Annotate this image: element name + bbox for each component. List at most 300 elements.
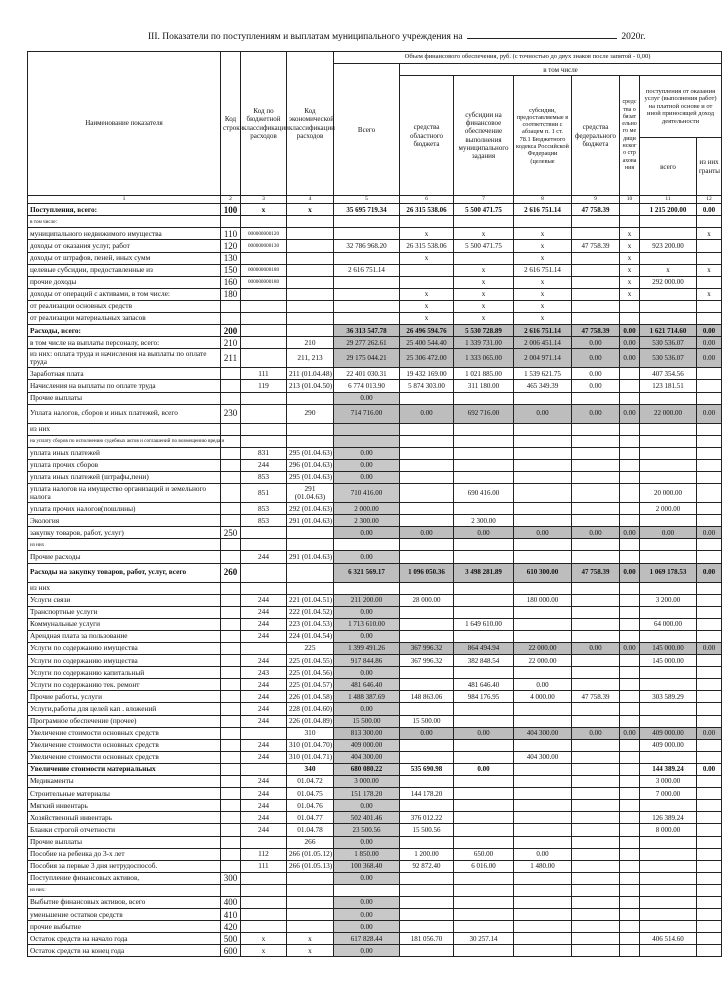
row-federal bbox=[572, 515, 620, 527]
row-name: Уплата налогов, сборов и иных платежей, всего bbox=[28, 404, 221, 423]
row-code bbox=[221, 776, 241, 788]
row-name: от реализации основных средств bbox=[28, 300, 221, 312]
row-federal bbox=[572, 392, 620, 404]
row-budget-code bbox=[241, 527, 287, 539]
row-paid-total bbox=[640, 216, 697, 228]
row-paid-total bbox=[640, 945, 697, 957]
col-header-grants: из них гранты bbox=[697, 138, 722, 196]
row-regional bbox=[400, 921, 454, 933]
row-name: в том числе на выплаты персоналу, всего: bbox=[28, 337, 221, 349]
row-federal bbox=[572, 313, 620, 325]
row-federal: 0.00 bbox=[572, 368, 620, 380]
row-regional bbox=[400, 435, 454, 447]
row-name: целевые субсидии, предоставленные из bbox=[28, 264, 221, 276]
row-code bbox=[221, 655, 241, 667]
row-total: 481 646.40 bbox=[334, 679, 400, 691]
row-target-subsidy bbox=[514, 582, 572, 594]
row-grants bbox=[697, 606, 722, 618]
row-paid-total bbox=[640, 896, 697, 908]
row-federal bbox=[572, 945, 620, 957]
row-code bbox=[221, 727, 241, 739]
row-regional: 15 500.00 bbox=[400, 715, 454, 727]
row-econ-code: x bbox=[287, 945, 334, 957]
row-target-subsidy bbox=[514, 216, 572, 228]
row-total: 917 844.86 bbox=[334, 655, 400, 667]
row-paid-total bbox=[640, 606, 697, 618]
row-grants bbox=[697, 812, 722, 824]
row-total: 100 368.40 bbox=[334, 860, 400, 872]
column-number: 1 bbox=[28, 196, 221, 204]
row-name: из них bbox=[28, 582, 221, 594]
row-code bbox=[221, 848, 241, 860]
row-econ-code: 290 bbox=[287, 404, 334, 423]
row-oms bbox=[620, 380, 640, 392]
row-code bbox=[221, 836, 241, 848]
column-number: 6 bbox=[400, 196, 454, 204]
row-subsidy-task: 2 300.00 bbox=[454, 515, 514, 527]
table-row bbox=[28, 325, 722, 337]
row-econ-code: 266 (01.05.13) bbox=[287, 860, 334, 872]
row-total: 0.00 bbox=[334, 703, 400, 715]
row-target-subsidy bbox=[514, 776, 572, 788]
row-budget-code bbox=[241, 563, 287, 582]
row-target-subsidy: 610 300.00 bbox=[514, 563, 572, 582]
row-name: Пособие на ребенка до 3-х лет bbox=[28, 848, 221, 860]
row-code bbox=[221, 618, 241, 630]
row-federal bbox=[572, 824, 620, 836]
row-oms bbox=[620, 459, 640, 471]
row-budget-code bbox=[241, 313, 287, 325]
row-paid-total bbox=[640, 288, 697, 300]
row-oms: 0.00 bbox=[620, 727, 640, 739]
row-federal bbox=[572, 435, 620, 447]
row-grants bbox=[697, 594, 722, 606]
row-subsidy-task bbox=[454, 471, 514, 483]
row-regional: x bbox=[400, 300, 454, 312]
row-grants bbox=[697, 515, 722, 527]
table-row bbox=[28, 860, 722, 872]
row-budget-code: 244 bbox=[241, 679, 287, 691]
row-target-subsidy bbox=[514, 471, 572, 483]
table-row bbox=[28, 551, 722, 563]
row-subsidy-task bbox=[454, 703, 514, 715]
row-budget-code: 119 bbox=[241, 380, 287, 392]
row-grants bbox=[697, 380, 722, 392]
row-regional: 25 400 544.40 bbox=[400, 337, 454, 349]
row-oms: 0.00 bbox=[620, 325, 640, 337]
row-subsidy-task bbox=[454, 788, 514, 800]
row-regional bbox=[400, 264, 454, 276]
row-budget-code bbox=[241, 392, 287, 404]
row-federal bbox=[572, 763, 620, 775]
row-target-subsidy bbox=[514, 606, 572, 618]
row-paid-total: 7 000.00 bbox=[640, 788, 697, 800]
row-budget-code: 244 bbox=[241, 788, 287, 800]
row-federal: 0.00 bbox=[572, 643, 620, 655]
row-total bbox=[334, 435, 400, 447]
row-oms: x bbox=[620, 240, 640, 252]
row-code bbox=[221, 459, 241, 471]
row-code bbox=[221, 300, 241, 312]
row-code: 420 bbox=[221, 921, 241, 933]
row-budget-code: 244 bbox=[241, 824, 287, 836]
row-grants bbox=[697, 739, 722, 751]
row-regional bbox=[400, 618, 454, 630]
row-federal bbox=[572, 679, 620, 691]
row-grants bbox=[697, 423, 722, 435]
column-number: 5 bbox=[334, 196, 400, 204]
row-target-subsidy: 404 300.00 bbox=[514, 751, 572, 763]
row-code: 211 bbox=[221, 349, 241, 368]
row-budget-code: 244 bbox=[241, 812, 287, 824]
row-regional bbox=[400, 776, 454, 788]
row-oms bbox=[620, 860, 640, 872]
table-row bbox=[28, 896, 722, 908]
row-regional: 0.00 bbox=[400, 404, 454, 423]
row-grants bbox=[697, 551, 722, 563]
row-grants bbox=[697, 751, 722, 763]
row-budget-code: 244 bbox=[241, 776, 287, 788]
row-code bbox=[221, 630, 241, 642]
row-total: 0.00 bbox=[334, 551, 400, 563]
table-row bbox=[28, 515, 722, 527]
section-title bbox=[148, 32, 646, 42]
row-grants bbox=[697, 582, 722, 594]
row-federal bbox=[572, 848, 620, 860]
row-federal bbox=[572, 459, 620, 471]
row-regional bbox=[400, 423, 454, 435]
row-oms bbox=[620, 763, 640, 775]
row-paid-total: 303 589.29 bbox=[640, 691, 697, 703]
row-regional: x bbox=[400, 288, 454, 300]
row-regional bbox=[400, 739, 454, 751]
row-name: Програмное обеспечение (прочее) bbox=[28, 715, 221, 727]
row-regional: 181 056.70 bbox=[400, 933, 454, 945]
row-name: Коммунальные услуги bbox=[28, 618, 221, 630]
table-row bbox=[28, 264, 722, 276]
row-subsidy-task: 6 016.00 bbox=[454, 860, 514, 872]
row-regional bbox=[400, 606, 454, 618]
row-total bbox=[334, 252, 400, 264]
row-regional: 25 306 472.00 bbox=[400, 349, 454, 368]
row-budget-code: 000000000120 bbox=[241, 228, 287, 240]
table-row bbox=[28, 313, 722, 325]
row-total: 29 175 044.21 bbox=[334, 349, 400, 368]
row-grants bbox=[697, 667, 722, 679]
row-target-subsidy: 0.00 bbox=[514, 527, 572, 539]
row-regional bbox=[400, 515, 454, 527]
row-subsidy-task: 864 494.94 bbox=[454, 643, 514, 655]
table-row bbox=[28, 836, 722, 848]
row-federal bbox=[572, 288, 620, 300]
row-subsidy-task: x bbox=[454, 264, 514, 276]
row-code bbox=[221, 216, 241, 228]
row-name: от реализации материальных запасов bbox=[28, 313, 221, 325]
row-paid-total bbox=[640, 551, 697, 563]
row-target-subsidy: 2 006 451.14 bbox=[514, 337, 572, 349]
row-name: уменьшение остатков средств bbox=[28, 909, 221, 921]
row-regional bbox=[400, 471, 454, 483]
row-paid-total bbox=[640, 909, 697, 921]
row-regional: 26 496 594.76 bbox=[400, 325, 454, 337]
row-subsidy-task: x bbox=[454, 276, 514, 288]
row-budget-code bbox=[241, 872, 287, 884]
row-grants bbox=[697, 276, 722, 288]
row-subsidy-task: 984 176.95 bbox=[454, 691, 514, 703]
row-name: муниципального недвижимого имущества bbox=[28, 228, 221, 240]
table-row bbox=[28, 300, 722, 312]
row-name: Транспортные услуги bbox=[28, 606, 221, 618]
row-total: 211 200.00 bbox=[334, 594, 400, 606]
row-target-subsidy bbox=[514, 423, 572, 435]
row-regional: x bbox=[400, 252, 454, 264]
row-regional bbox=[400, 896, 454, 908]
row-target-subsidy: 404 300.00 bbox=[514, 727, 572, 739]
row-grants bbox=[697, 896, 722, 908]
table-row bbox=[28, 459, 722, 471]
row-budget-code: 244 bbox=[241, 703, 287, 715]
row-target-subsidy bbox=[514, 896, 572, 908]
row-target-subsidy bbox=[514, 551, 572, 563]
row-econ-code: 01.04.77 bbox=[287, 812, 334, 824]
row-budget-code: x bbox=[241, 204, 287, 216]
row-budget-code: 000000000180 bbox=[241, 264, 287, 276]
row-oms: 0.00 bbox=[620, 527, 640, 539]
row-grants bbox=[697, 484, 722, 503]
col-header-subsidy-task: субсидии на финансовое обеспечение выполнения муниципального задания bbox=[454, 76, 514, 196]
column-number: 2 bbox=[221, 196, 241, 204]
table-row bbox=[28, 933, 722, 945]
col-header-regional: средства областного бюджета bbox=[400, 76, 454, 196]
row-name: уплата иных платежей (штрафы,пени) bbox=[28, 471, 221, 483]
row-budget-code: 244 bbox=[241, 594, 287, 606]
row-total: 617 828.44 bbox=[334, 933, 400, 945]
row-oms bbox=[620, 216, 640, 228]
table-row bbox=[28, 848, 722, 860]
row-grants: 0.00 bbox=[697, 349, 722, 368]
row-grants bbox=[697, 788, 722, 800]
row-subsidy-task: 1 339 731.00 bbox=[454, 337, 514, 349]
row-regional: 28 000.00 bbox=[400, 594, 454, 606]
row-oms bbox=[620, 788, 640, 800]
row-paid-total bbox=[640, 435, 697, 447]
row-budget-code bbox=[241, 884, 287, 896]
row-total: 502 401.46 bbox=[334, 812, 400, 824]
row-econ-code: 224 (01.04.54) bbox=[287, 630, 334, 642]
row-oms bbox=[620, 630, 640, 642]
row-grants bbox=[697, 836, 722, 848]
row-federal: 47 758.39 bbox=[572, 563, 620, 582]
row-target-subsidy bbox=[514, 788, 572, 800]
row-total: 0.00 bbox=[334, 872, 400, 884]
row-name: Начисления на выплаты по оплате труда bbox=[28, 380, 221, 392]
row-name: Увеличение стоимости основных средств bbox=[28, 751, 221, 763]
row-code bbox=[221, 515, 241, 527]
row-total: 813 300.00 bbox=[334, 727, 400, 739]
row-name: Прочие расходы bbox=[28, 551, 221, 563]
row-oms bbox=[620, 667, 640, 679]
row-budget-code bbox=[241, 252, 287, 264]
col-header-including: в том числе bbox=[400, 64, 722, 76]
row-grants bbox=[697, 921, 722, 933]
row-paid-total bbox=[640, 715, 697, 727]
row-oms bbox=[620, 435, 640, 447]
col-header-econ-code: Код экономической классификации расходов bbox=[287, 52, 334, 196]
row-paid-total: 407 354.56 bbox=[640, 368, 697, 380]
row-code: 100 bbox=[221, 204, 241, 216]
row-oms bbox=[620, 703, 640, 715]
row-grants bbox=[697, 435, 722, 447]
row-paid-total bbox=[640, 447, 697, 459]
row-name: Остаток средств на конец года bbox=[28, 945, 221, 957]
row-oms bbox=[620, 884, 640, 896]
table-row bbox=[28, 824, 722, 836]
row-target-subsidy: x bbox=[514, 313, 572, 325]
row-total: 0.00 bbox=[334, 896, 400, 908]
row-paid-total bbox=[640, 392, 697, 404]
row-name: Поступления, всего: bbox=[28, 204, 221, 216]
row-name: Расходы на закупку товаров, работ, услуг, всего bbox=[28, 563, 221, 582]
row-oms bbox=[620, 594, 640, 606]
row-target-subsidy: 22 000.00 bbox=[514, 655, 572, 667]
indicators-table bbox=[27, 51, 722, 957]
row-total: 0.00 bbox=[334, 909, 400, 921]
row-total bbox=[334, 300, 400, 312]
row-budget-code bbox=[241, 404, 287, 423]
row-code: 300 bbox=[221, 872, 241, 884]
row-budget-code: 851 bbox=[241, 484, 287, 503]
row-econ-code bbox=[287, 921, 334, 933]
row-subsidy-task bbox=[454, 423, 514, 435]
row-code: 230 bbox=[221, 404, 241, 423]
row-budget-code: 244 bbox=[241, 459, 287, 471]
row-oms bbox=[620, 751, 640, 763]
row-grants: 0.00 bbox=[697, 337, 722, 349]
row-oms bbox=[620, 423, 640, 435]
row-oms bbox=[620, 204, 640, 216]
row-regional: 26 315 538.06 bbox=[400, 240, 454, 252]
row-regional bbox=[400, 703, 454, 715]
row-subsidy-task bbox=[454, 594, 514, 606]
row-code: 180 bbox=[221, 288, 241, 300]
row-regional: 367 996.32 bbox=[400, 643, 454, 655]
row-subsidy-task: 0.00 bbox=[454, 527, 514, 539]
row-federal bbox=[572, 703, 620, 715]
row-code bbox=[221, 471, 241, 483]
row-regional bbox=[400, 539, 454, 551]
row-regional: 26 315 538.06 bbox=[400, 204, 454, 216]
table-row bbox=[28, 563, 722, 582]
row-grants: 0.00 bbox=[697, 643, 722, 655]
row-subsidy-task: 311 180.00 bbox=[454, 380, 514, 392]
row-econ-code: 296 (01.04.63) bbox=[287, 459, 334, 471]
row-grants: x bbox=[697, 264, 722, 276]
row-target-subsidy: x bbox=[514, 240, 572, 252]
row-econ-code bbox=[287, 216, 334, 228]
row-budget-code: 243 bbox=[241, 667, 287, 679]
row-econ-code bbox=[287, 264, 334, 276]
row-target-subsidy: x bbox=[514, 228, 572, 240]
row-grants: 0.00 bbox=[697, 527, 722, 539]
row-target-subsidy bbox=[514, 515, 572, 527]
row-target-subsidy bbox=[514, 703, 572, 715]
row-subsidy-task: 481 646.40 bbox=[454, 679, 514, 691]
row-total: 32 786 968.20 bbox=[334, 240, 400, 252]
row-regional bbox=[400, 276, 454, 288]
row-budget-code: 853 bbox=[241, 471, 287, 483]
row-code bbox=[221, 392, 241, 404]
row-federal: 0.00 bbox=[572, 404, 620, 423]
row-name: уплата прочих сборов bbox=[28, 459, 221, 471]
row-target-subsidy bbox=[514, 503, 572, 515]
row-subsidy-task bbox=[454, 945, 514, 957]
row-code: 410 bbox=[221, 909, 241, 921]
table-row bbox=[28, 763, 722, 775]
row-grants bbox=[697, 945, 722, 957]
row-paid-total bbox=[640, 252, 697, 264]
row-code bbox=[221, 594, 241, 606]
row-econ-code: 01.04.78 bbox=[287, 824, 334, 836]
row-paid-total: 1 621 714.60 bbox=[640, 325, 697, 337]
row-paid-total bbox=[640, 228, 697, 240]
row-paid-total bbox=[640, 630, 697, 642]
row-name: Услуги по содержанию капитальный bbox=[28, 667, 221, 679]
row-target-subsidy bbox=[514, 921, 572, 933]
row-oms: 0.00 bbox=[620, 349, 640, 368]
row-total: 680 080.22 bbox=[334, 763, 400, 775]
row-target-subsidy bbox=[514, 800, 572, 812]
row-econ-code bbox=[287, 582, 334, 594]
row-paid-total bbox=[640, 800, 697, 812]
column-number: 7 bbox=[454, 196, 514, 204]
row-oms: x bbox=[620, 264, 640, 276]
row-econ-code bbox=[287, 884, 334, 896]
table-row bbox=[28, 539, 722, 551]
row-grants bbox=[697, 447, 722, 459]
row-federal bbox=[572, 715, 620, 727]
row-grants: 0.00 bbox=[697, 563, 722, 582]
row-grants: 0.00 bbox=[697, 325, 722, 337]
row-econ-code bbox=[287, 896, 334, 908]
row-grants bbox=[697, 655, 722, 667]
row-name: Строительные материалы bbox=[28, 788, 221, 800]
row-total: 0.00 bbox=[334, 606, 400, 618]
row-code bbox=[221, 763, 241, 775]
row-budget-code: 244 bbox=[241, 655, 287, 667]
row-total: 35 695 719.34 bbox=[334, 204, 400, 216]
row-budget-code: 000000000130 bbox=[241, 240, 287, 252]
row-paid-total: 144 389.24 bbox=[640, 763, 697, 775]
row-federal: 0.00 bbox=[572, 380, 620, 392]
row-federal bbox=[572, 447, 620, 459]
row-budget-code: 244 bbox=[241, 691, 287, 703]
row-total: 0.00 bbox=[334, 630, 400, 642]
row-code bbox=[221, 551, 241, 563]
row-oms bbox=[620, 945, 640, 957]
row-target-subsidy bbox=[514, 872, 572, 884]
row-federal bbox=[572, 471, 620, 483]
row-regional bbox=[400, 392, 454, 404]
row-grants bbox=[697, 824, 722, 836]
row-grants bbox=[697, 800, 722, 812]
row-subsidy-task bbox=[454, 896, 514, 908]
row-budget-code: 244 bbox=[241, 715, 287, 727]
row-target-subsidy: x bbox=[514, 252, 572, 264]
row-name: прочие доходы bbox=[28, 276, 221, 288]
row-subsidy-task bbox=[454, 909, 514, 921]
row-subsidy-task bbox=[454, 539, 514, 551]
row-oms: 0.00 bbox=[620, 563, 640, 582]
